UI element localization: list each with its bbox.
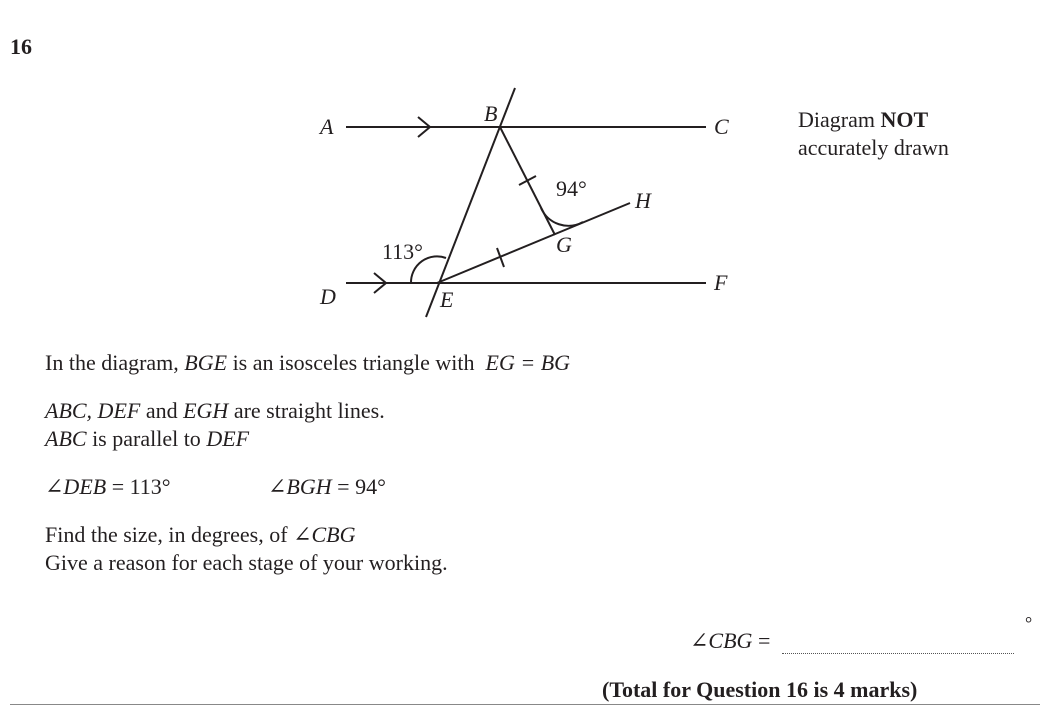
text-fragment: are straight lines. <box>228 398 385 423</box>
instruction-find <box>45 522 356 548</box>
statement-parallel <box>45 426 249 452</box>
label-b: B <box>484 101 498 126</box>
text-fragment: BGE <box>184 350 228 375</box>
text-fragment: = 113° <box>106 474 171 499</box>
text-fragment: ∠CBG <box>293 522 356 547</box>
statement-straight-lines <box>45 398 385 424</box>
answer-input-area[interactable] <box>782 635 1014 654</box>
text-fragment: is an isosceles triangle with <box>227 350 486 375</box>
label-f: F <box>714 270 728 295</box>
note-line2: accurately drawn <box>798 135 949 160</box>
label-d: D <box>320 284 336 309</box>
text-fragment: is parallel to <box>86 426 207 451</box>
text-fragment: ABC <box>45 426 87 451</box>
given-angle-deb <box>45 474 171 500</box>
text-fragment: ABC, DEF <box>45 398 141 423</box>
text-fragment: = 94° <box>331 474 386 499</box>
text-fragment: In the diagram, <box>45 350 185 375</box>
total-marks: (Total for Question 16 is 4 marks) <box>602 677 918 702</box>
answer-label: ∠CBG <box>690 628 753 653</box>
answer-equals: = <box>752 628 776 653</box>
text-fragment: DEF <box>206 426 250 451</box>
question-number: 16 <box>10 34 32 59</box>
answer-degree-symbol: ° <box>1025 613 1033 633</box>
arc-94 <box>541 208 583 226</box>
diagram-note <box>798 106 949 162</box>
text-fragment: Find the size, in degrees, of <box>45 522 294 547</box>
bottom-divider <box>10 704 1040 705</box>
label-e: E <box>440 287 454 312</box>
label-h: H <box>635 188 651 213</box>
label-g: G <box>556 232 572 257</box>
text-fragment: ∠DEB <box>45 474 107 499</box>
geometry-diagram <box>0 0 1045 340</box>
note-bold: NOT <box>880 107 929 132</box>
text-fragment: EGH <box>183 398 229 423</box>
instruction-reason: Give a reason for each stage of your working. <box>45 550 448 575</box>
tick-bg <box>519 176 536 185</box>
statement-isosceles <box>45 350 570 376</box>
text-fragment: EG = BG <box>485 350 571 375</box>
text-fragment: and <box>140 398 184 423</box>
given-angle-bgh <box>268 474 386 500</box>
answer-line <box>690 628 1014 654</box>
text-fragment: ∠BGH <box>268 474 332 499</box>
angle-label-113: 113° <box>382 239 423 264</box>
angle-label-94: 94° <box>556 176 587 201</box>
label-a: A <box>320 114 334 139</box>
note-prefix: Diagram <box>798 107 881 132</box>
label-c: C <box>714 114 729 139</box>
